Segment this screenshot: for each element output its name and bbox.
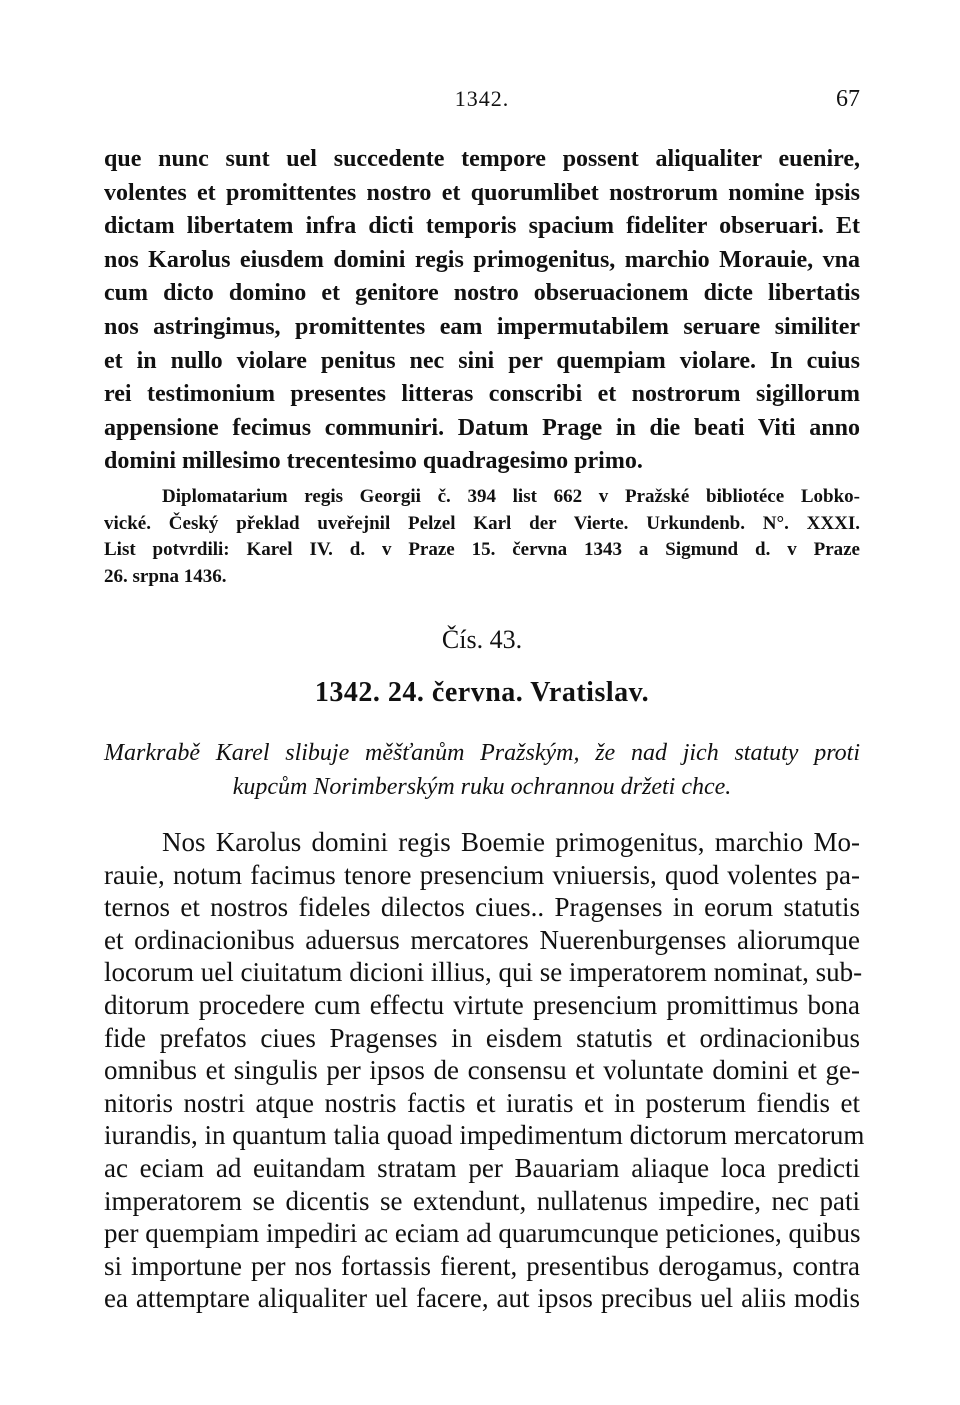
source-note [104, 484, 860, 590]
text-line: appensione fecimus communiri. Datum Prage in die beati Viti anno [104, 414, 860, 441]
text-line: per quempiam impediri ac eciam ad quarumcunque peticiones, quibus [104, 1218, 861, 1249]
text-line: ditorum procedere cum effectu virtute presencium promittimus bona [104, 989, 860, 1020]
text-line: que nunc sunt uel succedente tempore possent aliqualiter euenire, [104, 146, 860, 172]
page-number: 67 [836, 86, 860, 112]
text-line: nitoris nostri atque nostris factis et iuratis et in posterum fiendis et [104, 1087, 860, 1118]
note-line: vické. Český překlad uveřejnil Pelzel Karl der Vierte. Urkundenb. N°. XXXI. [104, 512, 860, 534]
text-line: ea attemptare aliqualiter uel facere, aut ipsos precibus uel aliis modis [104, 1283, 860, 1314]
text-line: et in nullo violare penitus nec sini per quempiam violare. In cuius [104, 347, 860, 374]
text-line: imperatorem se dicentis se extendunt, nullatenus impedire, nec pati [104, 1185, 860, 1216]
note-line: 26. srpna 1436. [104, 565, 227, 587]
text-line: ac eciam ad euitandam stratam per Bauariam aliaque loca predicti [104, 1152, 860, 1183]
text-line: nos Karolus eiusdem domini regis primogenitus, marchio Morauie, vna [104, 246, 860, 273]
text-line: Nos Karolus domini regis Boemie primogenitus, marchio Mo- [162, 827, 860, 857]
regest-line: Markrabě Karel slibuje měšťanům Pražským, že nad jich statuty proti [104, 740, 860, 766]
text-line: et ordinacionibus aduersus mercatores Nuerenburgenses aliorumque [104, 924, 860, 955]
text-line: fide prefatos ciues Pragenses in eisdem statutis et ordinacionibus [104, 1022, 860, 1053]
text-line: dictam libertatem infra dicti temporis spacium fideliter obseruari. Et [104, 213, 860, 240]
text-line: iurandis, in quantum talia quoad impedimentum dictorum mercatorum [104, 1120, 865, 1151]
note-line: Diplomatarium regis Georgii č. 394 list 662 v Pražské bibliotéce Lobko- [162, 486, 860, 507]
text-line: si importune per nos fortassis fierent, presentibus derogamus, contra [104, 1250, 860, 1281]
text-line: omnibus et singulis per ipsos de consensu et voluntate domini et ge- [104, 1055, 860, 1086]
text-line: cum dicto domino et genitore nostro obseruacionem dicte libertatis [104, 280, 860, 307]
charter-text [104, 826, 865, 1315]
text-line: rei testimonium presentes litteras conscribi et nostrorum sigillorum [104, 381, 860, 408]
text-line: rauie, notum facimus tenore presencium vniuersis, quod volentes pa- [104, 859, 860, 890]
document-number: Čís. 43. [441, 625, 523, 654]
text-line: ternos et nostros fideles dilectos ciues.. Pragenses in eorum statutis [104, 892, 860, 923]
text-line: volentes et promittentes nostro et quorumlibet nostrorum nomine ipsis [104, 179, 860, 206]
note-line: List potvrdili: Karel IV. d. v Praze 15. června 1343 a Sigmund d. v Praze [104, 539, 860, 560]
header-year: 1342. [454, 86, 510, 111]
document-regest [104, 736, 860, 804]
charter-text-continued [104, 143, 860, 479]
running-header [104, 86, 860, 116]
text-line: domini millesimo trecentesimo quadragesimo primo. [104, 448, 643, 475]
regest-line: kupcům Norimberským ruku ochrannou držeti chce. [232, 774, 732, 800]
text-line: nos astringimus, promittentes eam impermutabilem seruare similiter [104, 313, 860, 340]
text-line: locorum uel ciuitatum dicioni illius, qui se imperatorem nominat, sub- [104, 957, 863, 988]
document-date-place: 1342. 24. června. Vratislav. [314, 677, 650, 708]
